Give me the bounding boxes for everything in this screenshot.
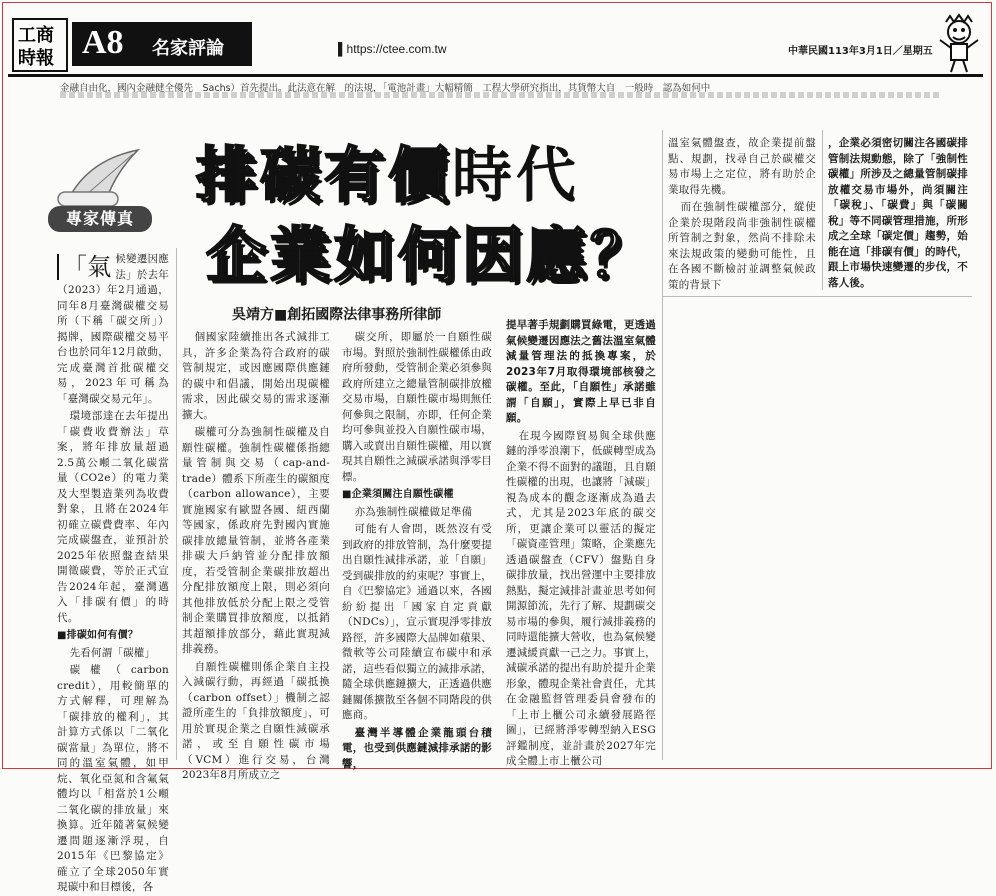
article-column-6 <box>828 136 968 289</box>
paragraph-bold: ，企業必須密切關注各國碳排管制法規動態，除了「強制性碳權」所涉及之總量管制碳排放權交易市場外，尚須關注「碳稅」、「碳費」與「碳關稅」等不同碳管理措施，所形成之全球「碳定價」趨勢，始能在這「排碳有價」的時代，跟上市場快速變遷的步伐，不落人後。 <box>828 137 968 289</box>
article-column-1 <box>57 252 169 893</box>
subheading: ■排碳如何有價？ <box>57 630 139 641</box>
paragraph: 個國家陸續推出各式減排工具，許多企業為符合政府的碳管制規定，或因應國際供應鏈的碳中和倡議，開始出現碳權需求，因此碳交易的需求逐漸擴大。 <box>182 331 330 421</box>
paragraph: 而在強制性碳權部分，縱使企業於現階段尚非強制性碳權所管制之對象，然尚不排除未來法規政策的變動可能性，且在各國不斷檢討並調整氣候政策的背景下 <box>668 201 816 291</box>
headline-outline-text: 排碳有價 <box>196 141 452 211</box>
article-headline <box>176 128 656 291</box>
drop-cap: 「氣 <box>57 254 111 280</box>
paragraph: 環境部達在去年提出「碳費收費辦法」草案，將年排放量超過2.5萬公噸二氧化碳當量（CO2e）的電力業及大型製造業列為收費對象，且將在2024年初確立碳費費率、年內完成碳盤查，並預計於2025年依照盤查結果開徵碳費，等於正式宣告2024年起，臺灣邁入「排碳有價」的時代。 <box>57 410 169 624</box>
article-column-4 <box>506 318 656 767</box>
svg-text:工商: 工商 <box>18 25 54 46</box>
column-divider <box>662 130 663 760</box>
url-text[interactable]: https://ctee.com.tw <box>346 42 447 56</box>
svg-text:時報: 時報 <box>18 48 54 69</box>
page-number: A8 <box>82 24 124 61</box>
paragraph-bold: 臺灣半導體企業龍頭台積電，也受到供應鏈減排承諾的影響， <box>342 726 492 770</box>
header-rule <box>8 74 983 77</box>
strip-shadow <box>60 92 940 98</box>
previous-article-strip: 金融自由化，國內金融健全優先 Sachs）首先提出。此法意在解 的法規，「電池計畫」大幅精簡 工程大學研究指出，其貨幣大自 一般時 認為如何中 <box>60 83 711 94</box>
paragraph: 碳權（carbon credit），用較簡單的方式解釋，可理解為「碳排放的權利」，其計算方式係以「二氧化碳當量」為單位，將不同的溫室氣體，如甲烷、氧化亞氮和含氟氣體均以「相當於1公噸二氧化碳的排放量」來換算。近年隨著氣候變遷問題逐漸浮現，自2015年《巴黎協定》確立了全球2050年實現碳中和目標後，各 <box>57 664 169 893</box>
headline-line-1 <box>196 128 580 214</box>
page-tag <box>72 22 252 66</box>
logo-icon <box>14 20 66 70</box>
paragraph: 溫室氣體盤查，故企業提前盤點、規劃，找尋自己於碳權交易市場上之定位，將有助於企業取得先機。 <box>668 137 816 196</box>
paragraph: 候變遷因應法」於去年（2023）年2月通過，同年8月臺灣碳權交易所（下稱「碳交所」）揭牌，國際碳權交易平台也於同年12月啟動，完成臺灣首批碳權交易，2023年可稱為「臺灣碳交易元年」。 <box>57 253 169 405</box>
headline-line-2: 企業如何因應？ <box>206 221 654 291</box>
issue-date: 中華民國113年3月1日／星期五 <box>788 46 933 57</box>
paragraph: 碳權可分為強制性碳權及自願性碳權。強制性碳權係指總量管制與交易（cap-and-trade）體系下所產生的碳額度（carbon allowance），主要實施國家有歐盟各國、紐西蘭等國家，係政府先對國內實施碳排放總量管制，並將各產業排碳大戶納管並分配排放額度，若受管制企業碳排放超出分配排放額度上限，則必須向其他排放低於分配上限之受管制企業購買排放額度，以抵銷其超額排放部分，藉此實現減排義務。 <box>182 426 330 655</box>
site-url[interactable]: ▌https://ctee.com.tw <box>338 42 447 56</box>
headline-solid-text: 時代 <box>452 141 580 211</box>
author-byline: 吳靖方■創拓國際法律事務所律師 <box>232 307 442 323</box>
article-column-2 <box>182 330 330 781</box>
subheading-deck: 亦為強制性碳權做足準備 <box>354 505 473 518</box>
paragraph: 自願性碳權則係企業自主投入減碳行動，再經過「碳抵換（carbon offset）」機制之認證所產生的「負排放額度」，可用於實現企業之自願性減碳承諾，或至自願性碳市場（VCM）進行交易，台灣2023年8月所成立之 <box>182 660 330 781</box>
section-name: 名家評論 <box>152 38 224 59</box>
article-column-5 <box>668 136 816 291</box>
column-divider <box>822 130 823 290</box>
paragraph: 在現今國際貿易與全球供應鏈的淨零浪潮下，低碳轉型成為企業不得不面對的議題，且自願性碳權的出現，也讓將「減碳」視為成本的觀念逐漸成為過去式，尤其是2023年底的碳交所，更讓企業可以靈活的擬定「碳資產管理」策略，企業應先透過碳盤查（CFV）盤點自身碳排放量，找出營運中主要排放熱點，擬定減排計畫並思考如何開源節流，先行了解、規劃碳交易市場的參與，履行減排義務的同時還能擴大營收，也為氣候變遷減緩貢獻一己之力。事實上，減碳承諾的提出有助於提升企業形象，體現企業社會責任，尤其在金融監督管理委員會發布的「上市上櫃公司永續發展路徑圖」，已經將淨零轉型納入ESG評鑑制度，並計畫於2027年完成全體上市上櫃公司 <box>506 429 656 767</box>
expert-column-badge: 專家傳真 <box>48 206 152 232</box>
masthead <box>8 14 983 76</box>
paragraph: 碳交所，即屬於一自願性碳市場。對照於強制性碳權係由政府所發動，受管制企業必須參與政府所建立之總量管制碳排放權交易市場，自願性碳市場則無任何參與之限制，亦即，任何企業均可參與並投入自願性碳市場，購入或賣出自願性碳權，用以實現其自願性之減碳承諾與淨零目標。 <box>342 331 492 483</box>
paragraph: 可能有人會問，既然沒有受到政府的排放管制，為什麼要提出自願性減排承諾，並「自願」受到碳排放的約束呢？事實上，自《巴黎協定》通過以來，各國紛紛提出「國家自定貢獻（NDCs）」，宣示實現淨零排放路徑，許多國際大品牌如蘋果、微軟等公司陸續宣布碳中和承諾，這些看似獨立的減排承諾，隨全球供應鏈擴大，正透過供應鏈關係擴散至各個不同階段的供應商。 <box>342 523 492 721</box>
subheading: ■企業須關注自願性碳權 <box>342 489 454 500</box>
subheading-deck: 先看何謂「碳權」 <box>69 646 156 659</box>
newspaper-logo <box>12 18 68 72</box>
mascot-icon <box>936 14 982 74</box>
article-column-3 <box>342 330 492 770</box>
paragraph-bold: 提早著手規劃購買綠電，更透過氣候變遷因應法之舊法溫室氣體減量管理法的抵換專案，於2023年7月取得環境部核發之碳權。至此，「自願性」承諾雖謂「自願」，實際上早已非自願。 <box>506 319 656 424</box>
column-divider <box>176 248 177 760</box>
section-divider <box>662 296 972 297</box>
